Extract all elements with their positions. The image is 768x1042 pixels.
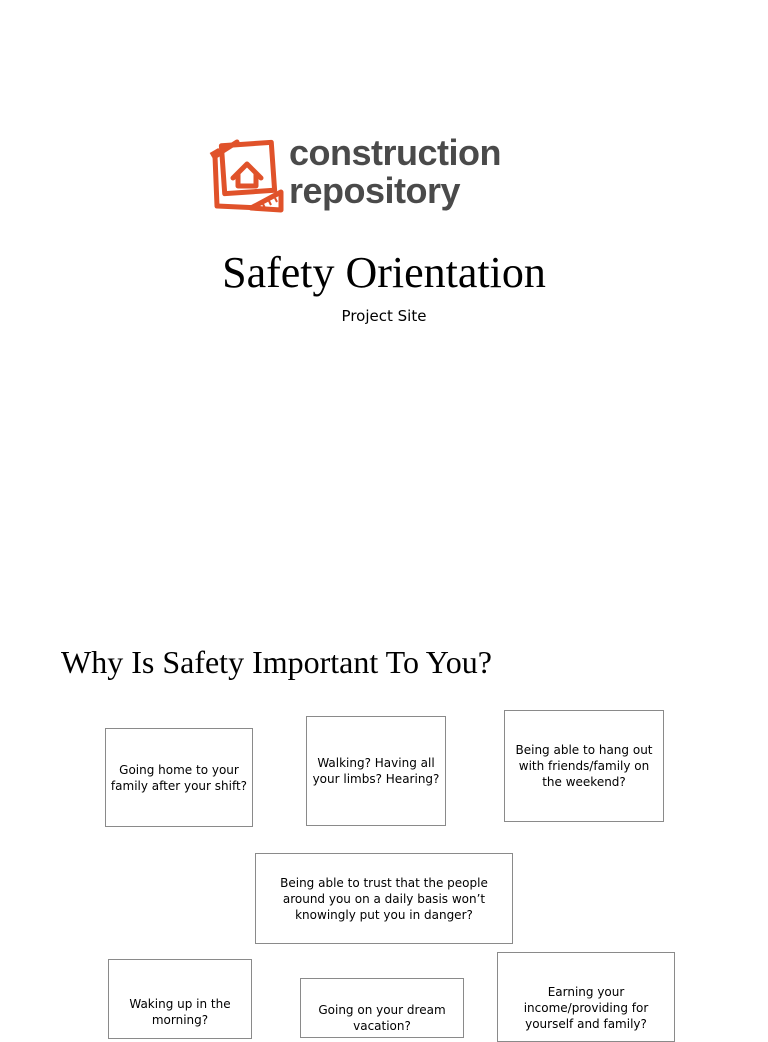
reason-text: Walking? Having all your limbs? Hearing?: [312, 756, 440, 786]
logo-line-2: repository: [289, 170, 461, 211]
content-slide: [0, 610, 768, 1033]
slide-heading: Why Is Safety Important To You?: [61, 644, 492, 680]
logo-wordmark: [289, 134, 501, 210]
reason-text: Waking up in the morning?: [129, 997, 231, 1027]
reason-text: Being able to hang out with friends/family on the weekend?: [515, 743, 653, 789]
reason-card-vacation: [300, 978, 464, 1038]
slide-title: Safety Orientation: [222, 248, 546, 297]
slide-subtitle: Project Site: [341, 307, 427, 325]
logo-line-1: construction: [289, 132, 502, 173]
house-blueprint-icon: [207, 134, 287, 216]
reason-card-home: [105, 728, 253, 827]
reason-card-morning: [108, 959, 252, 1039]
reason-card-trust: [255, 853, 513, 944]
reason-text: Going home to your family after your shift?: [110, 762, 248, 793]
reason-text: Going on your dream vacation?: [318, 1003, 446, 1033]
reason-text: Being able to trust that the people around you on a daily basis won’t knowingly put you in danger?: [280, 875, 488, 922]
brand-logo: [207, 134, 552, 216]
reason-card-income: [497, 952, 675, 1042]
reason-text: Earning your income/providing for yourself and family?: [523, 985, 649, 1031]
reason-card-weekend: [504, 710, 664, 822]
reason-card-limbs: [306, 716, 446, 826]
